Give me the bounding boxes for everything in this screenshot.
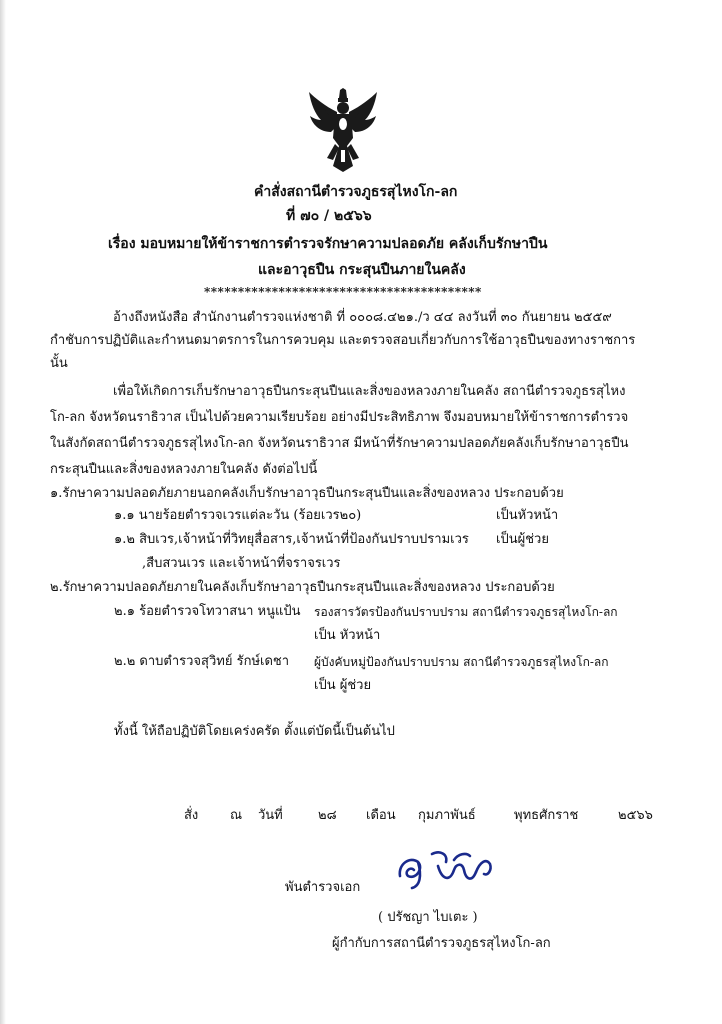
section2-item2-role: เป็น ผู้ช่วย [314,678,372,693]
page-edge-shadow [0,0,6,1024]
section2-item2-position: ผู้บังคับหมู่ป้องกันปราบปราม สถานีตำรวจภูธรสุไหงโก-ลก [314,655,609,669]
section1-item1-name: ๑.๑ นายร้อยตำรวจเวรแต่ละวัน (ร้อยเวร๒๐) [114,508,362,523]
garuda-emblem-icon [307,88,379,174]
section1-item1-role: เป็นหัวหน้า [496,508,559,523]
section2-item1-role: เป็น หัวหน้า [314,628,381,643]
signer-rank: พันตำรวจเอก [285,880,361,895]
purpose-line-3: ในสังกัดสถานีตำรวจภูธรสุไหงโก-ลก จังหวัดนราธิวาส มีหน้าที่รักษาความปลอดภัยคลังเก็บรักษาอาวุธปืน [50,436,629,451]
section2-item1-position: รองสารวัตรป้องกันปราบปราม สถานีตำรวจภูธรสุไหงโก-ลก [314,605,618,619]
order-title: คำสั่งสถานีตำรวจภูธรสุไหงโก-ลก [254,184,458,200]
date-at-word: ณ [230,808,243,823]
date-month: กุมภาพันธ์ [418,808,476,823]
handwritten-signature [392,846,502,892]
signer-position: ผู้กำกับการสถานีตำรวจภูธรสุไหงโก-ลก [332,936,551,951]
section1-item2-continued: ,สืบสวนเวร และเจ้าหน้าที่จราจรเวร [142,556,341,571]
section2-item1-name: ๒.๑ ร้อยตำรวจโทวาสนา หนูแป้น [114,604,301,619]
purpose-line-2: โก-ลก จังหวัดนราธิวาส เป็นไปด้วยความเรียบร้อย อย่างมีประสิทธิภาพ จึงมอบหมายให้ข้าราชการตำรวจ [50,410,629,425]
ref-line-2: กำชับการปฏิบัติและกำหนดมาตรการในการควบคุม และตรวจสอบเกี่ยวกับการใช้อาวุธปืนของทางราชการ [50,333,636,348]
ref-line-3: นั้น [50,356,68,371]
section2-heading: ๒.รักษาความปลอดภัยภายในคลังเก็บรักษาอาวุธปืนกระสุนปืนและสิ่งของหลวง ประกอบด้วย [50,580,555,595]
date-year: ๒๕๖๖ [618,808,653,823]
order-number: ที่ ๗๐ / ๒๕๖๖ [286,208,372,224]
purpose-line-4: กระสุนปืนและสิ่งของหลวงภายในคลัง ดังต่อไปนี้ [50,462,318,477]
section1-heading: ๑.รักษาความปลอดภัยภายนอกคลังเก็บรักษาอาวุธปืนกระสุนปืนและสิ่งของหลวง ประกอบด้วย [50,486,564,501]
section1-item2-role: เป็นผู้ช่วย [496,532,549,547]
date-day: ๒๘ [318,808,337,823]
date-day-label: วันที่ [258,808,283,823]
subject-line-1: เรื่อง มอบหมายให้ข้าราชการตำรวจรักษาความปลอดภัย คลังเก็บรักษาปืน [108,236,548,252]
section2-item2-name: ๒.๒ ดาบตำรวจสุวิทย์ รักษ์เดชา [114,654,290,669]
signer-name: ( ปรัชญา ไบเตะ ) [378,910,478,925]
ref-line-1: อ้างถึงหนังสือ สำนักงานตำรวจแห่งชาติ ที่ ๐๐๐๘.๔๒๑./ว ๔๔ ลงวันที่ ๓๐ กันยายน ๒๕๕๙ [113,310,612,325]
purpose-line-1: เพื่อให้เกิดการเก็บรักษาอาวุธปืนกระสุนปืนและสิ่งของหลวงภายในคลัง สถานีตำรวจภูธรสุไหง [113,384,626,399]
subject-line-2: และอาวุธปืน กระสุนปืนภายในคลัง [258,262,466,278]
date-order-word: สั่ง [184,808,199,823]
separator: ***************************************** [204,285,482,299]
closing-statement: ทั้งนี้ ให้ถือปฏิบัติโดยเคร่งครัด ตั้งแต่บัดนี้เป็นต้นไป [114,724,395,739]
section1-item2-name: ๑.๒ สิบเวร,เจ้าหน้าที่วิทยุสื่อสาร,เจ้าหน้าที่ป้องกันปราบปรามเวร [114,532,469,547]
date-month-label: เดือน [366,808,396,823]
date-year-label: พุทธศักราช [514,808,579,823]
